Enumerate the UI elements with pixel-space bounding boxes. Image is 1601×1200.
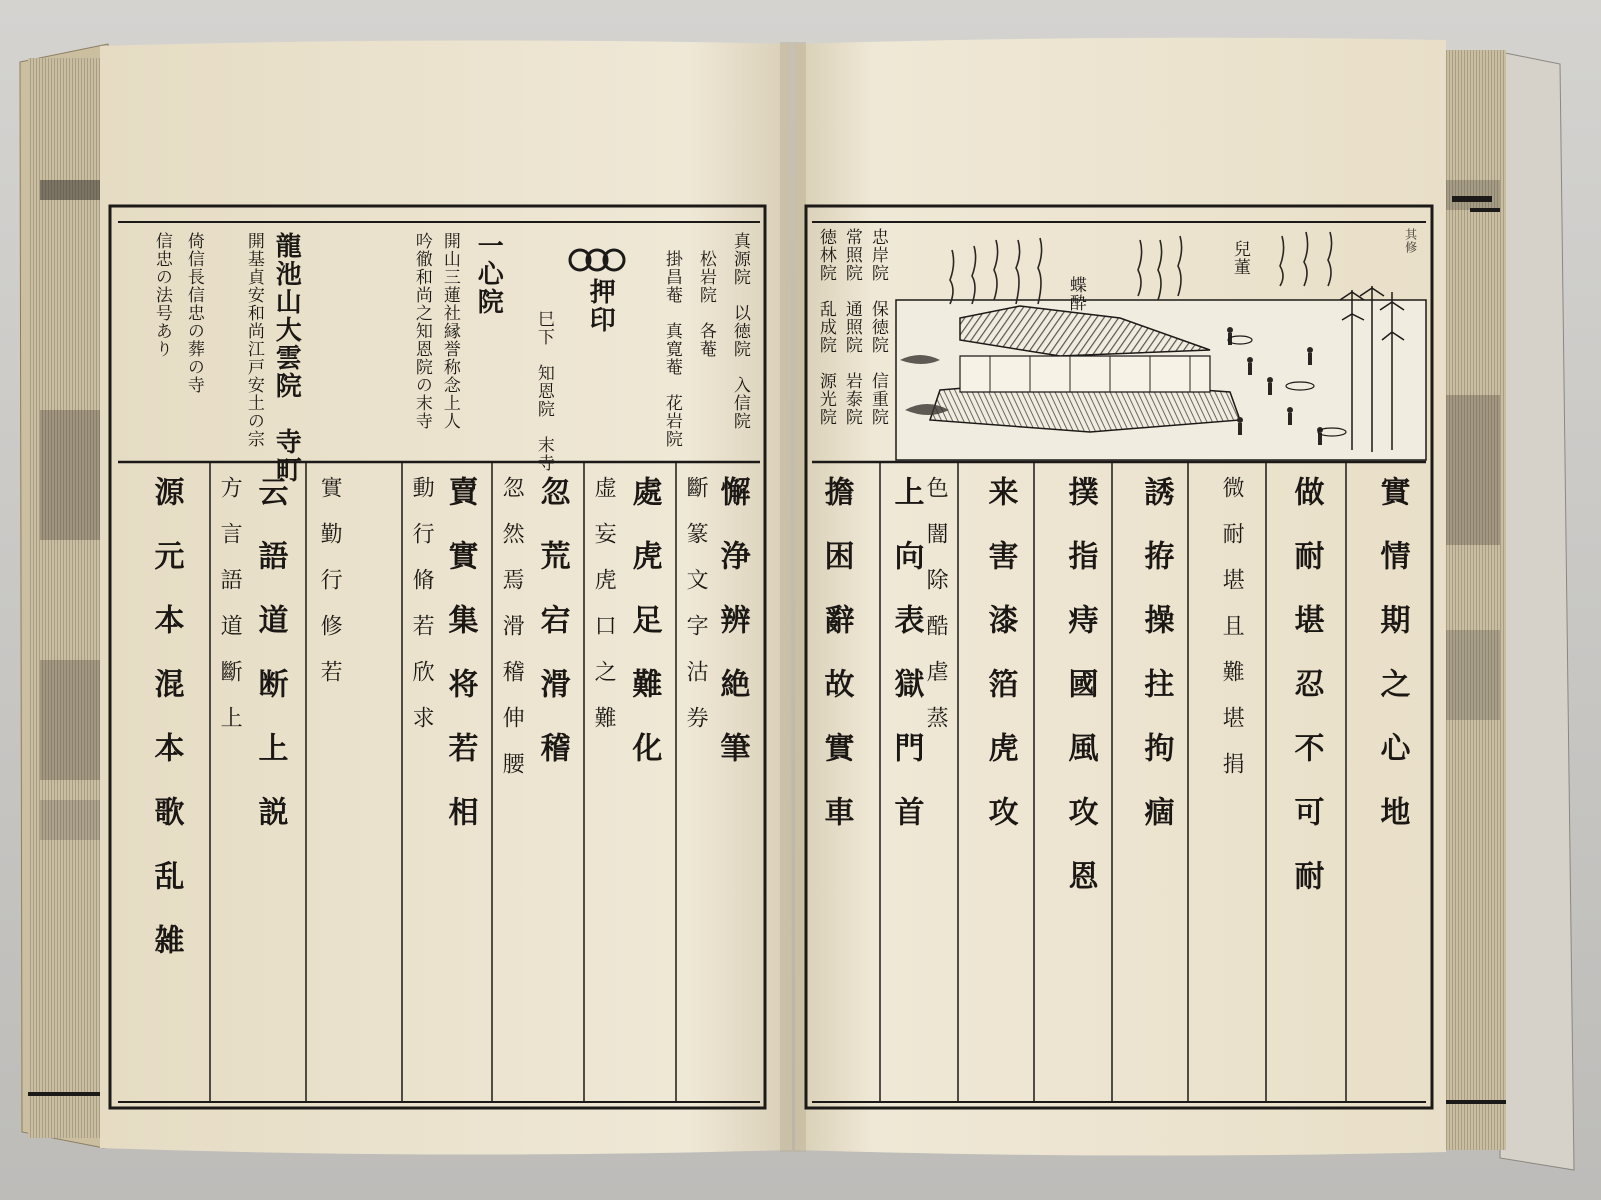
right-dict-column-5: 来 害 漆 箔 虎 攻 [982,476,1018,828]
right-header-entry-3: 忠岸院 保徳院 信重院 [867,228,888,426]
left-page-stack [28,58,106,1138]
left-dict-column-1: 斷 篆 文 字 沽 券 [683,476,709,729]
left-header-entry-9: 開基貞安和尚江戸安土の宗 [243,232,264,448]
right-dict-column-1: 做 耐 堪 忍 不 可 耐 [1288,476,1324,892]
right-dict-column-3: 誘 拵 操 拄 拘 痼 [1138,476,1174,828]
left-header-entry-11: 信忠の法号あり [151,232,172,358]
gutter-shadow [780,42,806,1152]
right-dict-column-4: 撲 指 痔 國 風 攻 恩 [1062,476,1098,892]
left-header-entry-2: 掛昌菴 真寛菴 花岩院 [661,232,682,448]
right-dict-column-6: 色 闇 除 酷 虐 蒸 [923,476,949,729]
left-header-entry-6: 開山三蓮社縁誉称念上人 [439,232,460,430]
right-header-entry-1: 兒董 [1229,240,1250,276]
left-dict-column-3: 虚 妄 虎 口 之 難 [591,476,617,729]
left-header-entry-8: 龍池山大雲院 寺町 [271,232,302,484]
left-header-entry-4: 巳下 知恩院 末寺 [533,310,554,472]
right-dict-column-8: 擔 困 辭 故 實 車 [818,476,854,828]
left-stack-rule [28,1092,108,1096]
left-dict-column-11: 源 元 本 混 本 歌 乱 雑 [148,476,184,956]
right-dict-column-0: 實 情 期 之 心 地 [1374,476,1410,828]
left-header-entry-0: 真源院 以徳院 入信院 [729,232,750,430]
right-header-entry-5: 徳林院 乱成院 源光院 [815,228,836,426]
left-header-entry-5: 一心院 [473,232,504,316]
left-dict-column-7: 動 行 脩 若 欣 求 [409,476,435,729]
left-dict-column-0: 懈 浄 辨 絶 筆 [714,476,750,764]
left-dict-column-4: 忽 荒 宕 滑 稽 [534,476,570,764]
left-dict-column-8: 實 勤 行 修 若 [317,476,343,683]
left-header-entry-10: 倚信長信忠の葬の寺 [183,232,204,394]
right-header-entry-2: 蝶酔 [1065,276,1086,312]
left-header-entry-3: 押印 [585,278,616,334]
right-dict-column-7: 上 向 表 獄 門 首 [888,476,924,828]
temple-illustration [896,286,1426,460]
right-header-entry-4: 常照院 通照院 岩泰院 [841,228,862,426]
right-dict-column-2: 微 耐 堪 且 難 堪 捐 [1219,476,1245,775]
left-header-entry-7: 吟徹和尚之知恩院の末寺 [411,232,432,430]
left-dict-column-10: 方 言 語 道 斷 上 [217,476,243,729]
left-dict-column-6: 賣 實 集 将 若 相 [442,476,478,828]
left-dict-column-9: 云 語 道 断 上 説 [252,476,288,828]
right-header-entry-0: 其修 [1403,228,1418,254]
left-header-entry-1: 松岩院 各菴 [695,232,716,358]
left-dict-column-5: 忽 然 焉 滑 稽 伸 腰 [499,476,525,775]
left-dict-column-2: 處 虎 足 難 化 [626,476,662,764]
